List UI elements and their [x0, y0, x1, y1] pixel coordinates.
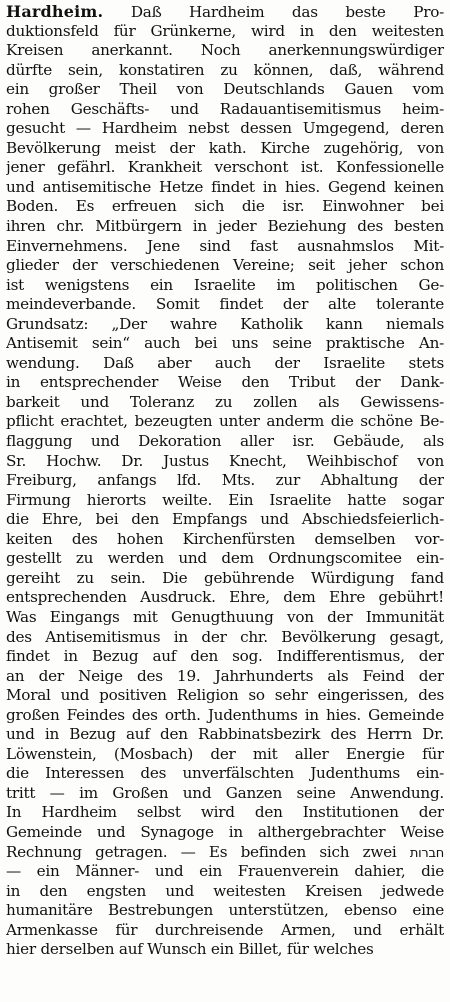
article-line: ist wenigstens ein Israelite im politischen Ge-: [6, 275, 444, 294]
article-line: Freiburg, anfangs lfd. Mts. zur Abhaltung der: [6, 471, 444, 490]
article-line-text: Daß Hardheim das beste Pro-: [103, 3, 444, 21]
article-line: glieder der verschiedenen Vereine; seit jeher schon: [6, 256, 444, 275]
article-line: und in Bezug auf den Rabbinatsbezirk des Herrn Dr.: [6, 725, 444, 744]
article-line: dürfte sein, konstatiren zu können, daß, während: [6, 60, 444, 79]
article-line: gesucht — Hardheim nebst dessen Umgegend, deren: [6, 119, 444, 138]
article-line: [6, 843, 444, 863]
article-line: Sr. Hochw. Dr. Justus Knecht, Weihbischof von: [6, 451, 444, 470]
article-line: meindeverbande. Somit findet der alte tolerante: [6, 295, 444, 314]
article-line: Antisemit sein“ auch bei uns seine praktische An-: [6, 334, 444, 353]
article-line: Grundsatz: „Der wahre Katholik kann niemals: [6, 314, 444, 333]
article-line: des Antisemitismus in der chr. Bevölkerung gesagt,: [6, 627, 444, 646]
article-hardheim: [6, 2, 444, 960]
article-line: jener gefährl. Krankheit verschont ist. Konfessionelle: [6, 158, 444, 177]
article-line: Bevölkerung meist der kath. Kirche zugehörig, von: [6, 138, 444, 157]
article-line: barkeit und Toleranz zu zollen als Gewissens-: [6, 392, 444, 411]
article-line: Kreisen anerkannt. Noch anerkennungswürdiger: [6, 41, 444, 60]
article-line: in den engsten und weitesten Kreisen jedwede: [6, 881, 444, 900]
article-line: Moral und positiven Religion so sehr eingerissen, des: [6, 686, 444, 705]
article-line: und antisemitische Hetze findet in hies. Gegend keinen: [6, 177, 444, 196]
article-line: [6, 2, 444, 22]
article-line: in entsprechender Weise den Tribut der Dank-: [6, 373, 444, 392]
article-line: ein großer Theil von Deutschlands Gauen vom: [6, 80, 444, 99]
article-line: Firmung hierorts weilte. Ein Israelite hatte sogar: [6, 490, 444, 509]
article-line: duktionsfeld für Grünkerne, wird in den weitesten: [6, 21, 444, 40]
article-line: rohen Geschäfts- und Radauantisemitismus heim-: [6, 99, 444, 118]
article-line: Löwenstein, (Mosbach) der mit aller Energie für: [6, 744, 444, 763]
article-line: die Ehre, bei den Empfangs und Abschiedsfeierlich-: [6, 510, 444, 529]
article-line: keiten des hohen Kirchenfürsten demselben vor-: [6, 529, 444, 548]
article-line: gestellt zu werden und dem Ordnungscomitee ein-: [6, 549, 444, 568]
article-line: — ein Männer- und ein Frauenverein dahier, die: [6, 862, 444, 881]
article-line: großen Feindes des orth. Judenthums in hies. Gemeinde: [6, 705, 444, 724]
article-line-text: Rechnung getragen. — Es befinden sich zwei: [6, 842, 410, 861]
article-line: Gemeinde und Synagoge in althergebrachter Weise: [6, 822, 444, 841]
article-line: humanitäre Bestrebungen unterstützen, ebenso eine: [6, 901, 444, 920]
article-line: ihren chr. Mitbürgern in jeder Beziehung des besten: [6, 217, 444, 236]
article-headline: Hardheim.: [6, 2, 104, 21]
hebrew-word: חברות: [409, 845, 444, 861]
article-line: Armenkasse für durchreisende Armen, und erhält: [6, 920, 444, 939]
article-line: findet in Bezug auf den sog. Indifferentismus, der: [6, 647, 444, 666]
article-line: Boden. Es erfreuen sich die isr. Einwohner bei: [6, 197, 444, 216]
article-line: In Hardheim selbst wird den Institutionen der: [6, 803, 444, 822]
article-line: gereiht zu sein. Die gebührende Würdigung fand: [6, 568, 444, 587]
article-line: an der Neige des 19. Jahrhunderts als Feind der: [6, 666, 444, 685]
article-line: pflicht erachtet, bezeugten unter anderm die schöne Be-: [6, 412, 444, 431]
article-line: hier derselben auf Wunsch ein Billet, für welches: [6, 940, 374, 959]
article-line: Was Eingangs mit Genugthuung von der Immunität: [6, 607, 444, 626]
article-line: die Interessen des unverfälschten Judenthums ein-: [6, 764, 444, 783]
article-line: flaggung und Dekoration aller isr. Gebäude, als: [6, 432, 444, 451]
article-line: wendung. Daß aber auch der Israelite stets: [6, 353, 444, 372]
article-line: tritt — im Großen und Ganzen seine Anwendung.: [6, 783, 444, 802]
article-line: entsprechenden Ausdruck. Ehre, dem Ehre gebührt!: [6, 588, 444, 607]
article-line: Einvernehmens. Jene sind fast ausnahmslos Mit-: [6, 236, 444, 255]
